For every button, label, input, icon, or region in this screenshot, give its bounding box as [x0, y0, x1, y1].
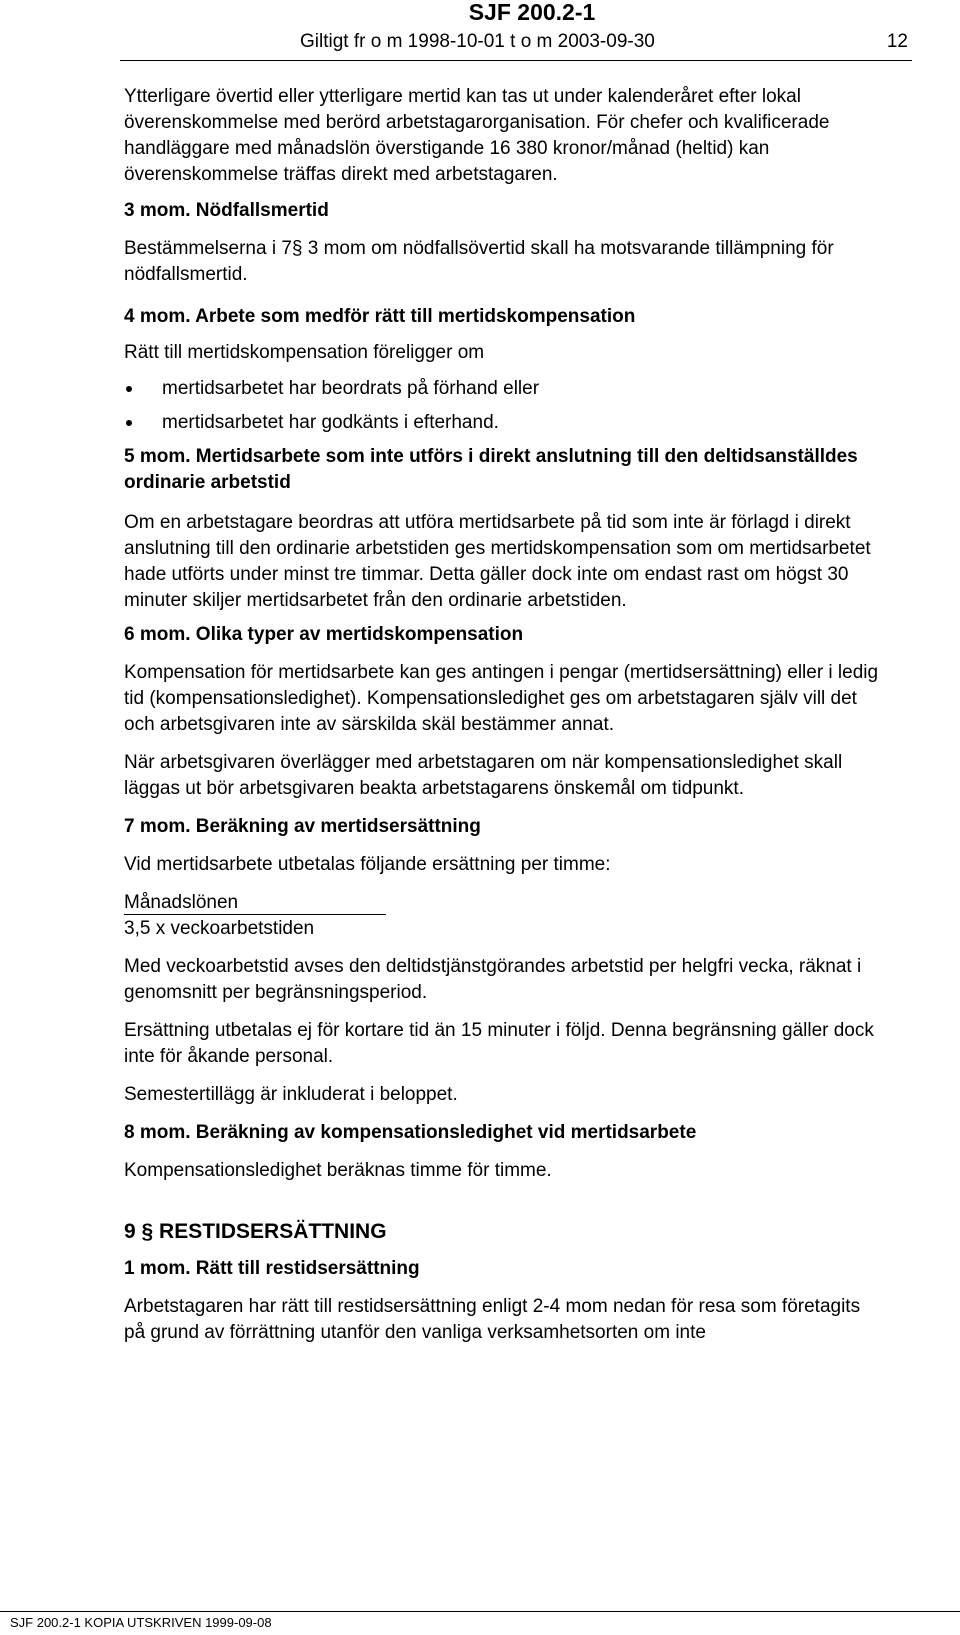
- paragraph-mom4-intro: Rätt till mertidskompensation föreligger om: [124, 342, 485, 363]
- paragraph-mom8: Kompensationsledighet beräknas timme för timme.: [124, 1160, 552, 1181]
- page-number: 12: [886, 31, 908, 52]
- paragraph-mom6-1: Kompensation för mertidsarbete kan ges antingen i pengar (mertidsersättning) eller i ledig tid (kompensationsledighet). Kompensationsledighet ges om arbetstagaren själv vill det och arbetsgivaren inte av särskilda skäl bestämmer annat.: [124, 662, 879, 735]
- paragraph-mom7-2: Ersättning utbetalas ej för kortare tid än 15 minuter i följd. Denna begränsning gäller dock inte för åkande personal.: [124, 1020, 874, 1067]
- paragraph-mom7-intro: Vid mertidsarbete utbetalas följande ersättning per timme:: [124, 854, 611, 875]
- print-footer: SJF 200.2-1 KOPIA UTSKRIVEN 1999-09-08: [10, 1615, 272, 1630]
- section-heading-mom6: 6 mom. Olika typer av mertidskompensation: [124, 624, 524, 645]
- paragraph-mom6-2: När arbetsgivaren överlägger med arbetstagaren om när kompensationsledighet skall läggas ut bör arbetsgivaren beakta arbetstagarens önskemål om tidpunkt.: [124, 752, 843, 799]
- paragraph-mom7-1: Med veckoarbetstid avses den deltidstjänstgörandes arbetstid per helgfri vecka, räknat i genomsnitt per begränsningsperiod.: [124, 956, 862, 1003]
- paragraph-mom3: Bestämmelserna i 7§ 3 mom om nödfallsövertid skall ha motsvarande tillämpning för nödfallsmertid.: [124, 238, 834, 285]
- section-heading-ch9-mom1: 1 mom. Rätt till restidsersättning: [124, 1258, 420, 1279]
- section-heading-mom3: 3 mom. Nödfallsmertid: [124, 200, 329, 221]
- paragraph-ch9-mom1: Arbetstagaren har rätt till restidsersättning enligt 2-4 mom nedan för resa som företagits på grund av förrättning utanför den vanliga verksamhetsorten om inte: [124, 1296, 861, 1343]
- validity-period: Giltigt fr o m 1998-10-01 t o m 2003-09-30: [300, 31, 655, 52]
- formula-denominator: 3,5 x veckoarbetstiden: [124, 918, 315, 939]
- section-heading-mom5: 5 mom. Mertidsarbete som inte utförs i direkt anslutning till den deltidsanställdes ordinarie arbetstid: [124, 446, 858, 493]
- footer-divider: [0, 1611, 960, 1612]
- formula-numerator: Månadslönen: [124, 892, 386, 915]
- document-code: SJF 200.2-1: [468, 0, 596, 25]
- chapter-heading-9: 9 § RESTIDSERSÄTTNING: [124, 1220, 387, 1243]
- section-heading-mom4: 4 mom. Arbete som medför rätt till mertidskompensation: [124, 306, 636, 327]
- section-heading-mom8: 8 mom. Beräkning av kompensationsledighet vid mertidsarbete: [124, 1122, 697, 1143]
- list-item: mertidsarbetet har godkänts i efterhand.: [124, 410, 884, 436]
- document-body: [124, 84, 884, 1346]
- header-divider: [120, 60, 912, 61]
- paragraph-overtime: Ytterligare övertid eller ytterligare mertid kan tas ut under kalenderåret efter lokal överenskommelse med berörd arbetstagarorganisation. För chefer och kvalificerade handläggare med månadslön överstigande 16 380 kronor/månad (heltid) kan överenskommelse träffas direkt med arbetstagaren.: [124, 86, 830, 185]
- paragraph-mom5: Om en arbetstagare beordras att utföra mertidsarbete på tid som inte är förlagd i direkt anslutning till den ordinarie arbetstiden ges mertidskompensation som om mertidsarbetet hade utförts under minst tre timmar. Detta gäller dock inte om endast rast om högst 30 minuter skiljer mertidsarbetet från den ordinarie arbetstiden.: [124, 512, 871, 611]
- list-item: mertidsarbetet har beordrats på förhand eller: [124, 376, 884, 402]
- paragraph-mom7-3: Semestertillägg är inkluderat i beloppet.: [124, 1084, 458, 1105]
- bullet-list: [124, 376, 884, 436]
- compensation-formula: [124, 890, 884, 942]
- section-heading-mom7: 7 mom. Beräkning av mertidsersättning: [124, 816, 481, 837]
